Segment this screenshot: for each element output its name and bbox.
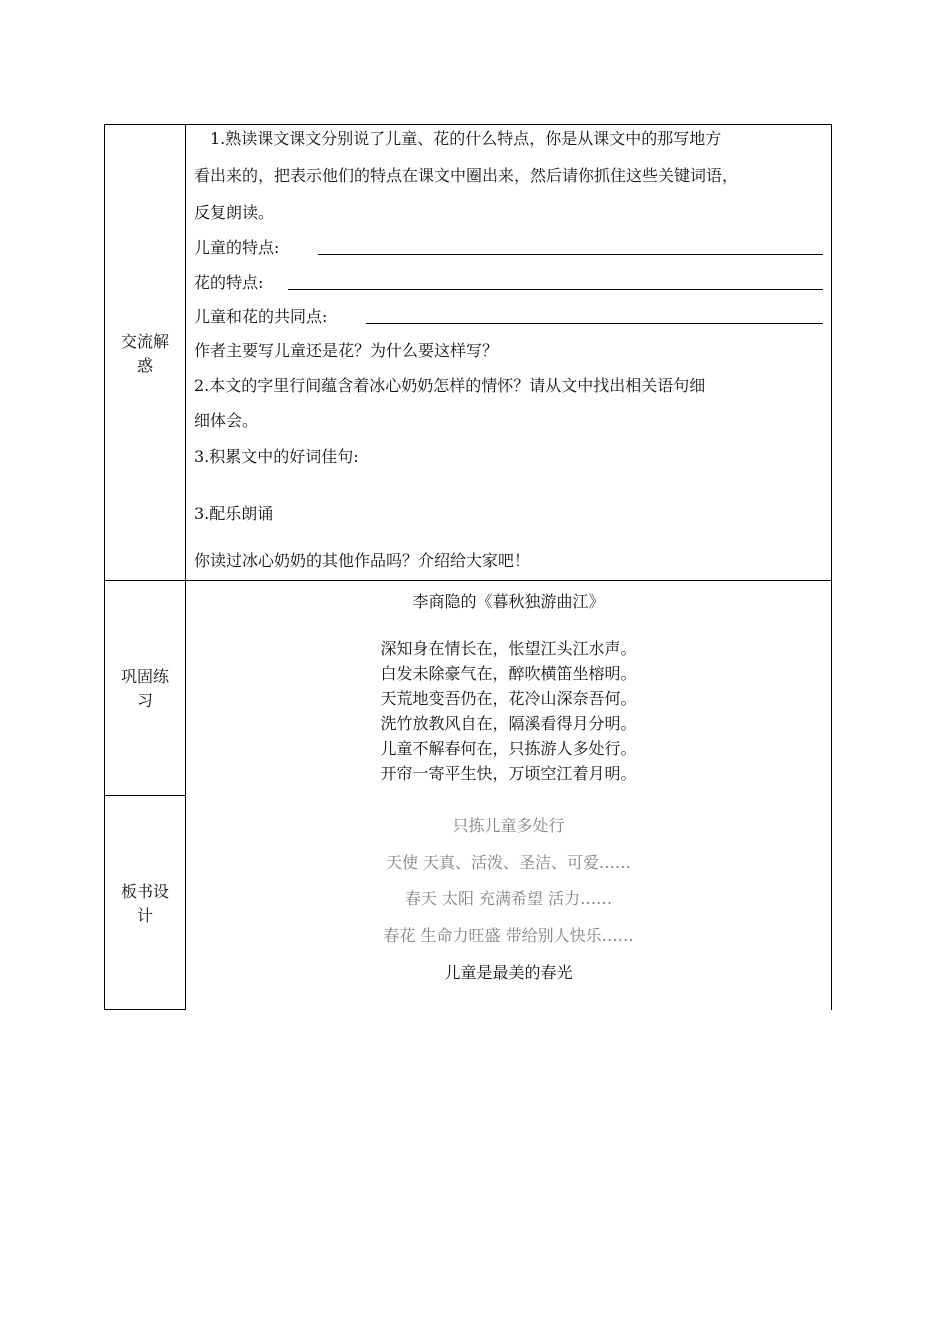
section-label-text: [121, 667, 169, 710]
section-label-practice: [105, 665, 185, 713]
table-bottom-border: [104, 1009, 185, 1010]
section-label-part: 板书设: [120, 882, 169, 901]
section-label-part: 巩固练: [120, 667, 169, 686]
section-label-exchange: [105, 330, 185, 378]
section-label-part: 惑: [136, 356, 153, 375]
label-column-divider: [185, 124, 186, 1010]
answer-line-common[interactable]: [366, 323, 823, 324]
poem-title: 李商隐的《暮秋独游曲江》: [412, 592, 605, 611]
board-line: 春天 太阳 充满希望 活力……: [404, 889, 613, 908]
field-label-common: 儿童和花的共同点:: [194, 307, 328, 326]
question-3: 3.积累文中的好词佳句:: [194, 447, 359, 466]
answer-line-flowers[interactable]: [288, 289, 823, 290]
board-line: 只拣儿童多处行: [452, 816, 565, 835]
question-1-line-3: 反复朗读。: [194, 203, 275, 222]
answer-line-children[interactable]: [318, 254, 823, 255]
question-1-line-1: 1.熟读课文课文分别说了儿童、花的什么特点，你是从课文中的那写地方: [210, 129, 722, 148]
section-label-part: 计: [136, 906, 153, 925]
section-label-board: [105, 880, 185, 928]
table-left-border: [104, 124, 105, 1010]
question-5: 你读过冰心奶奶的其他作品吗？介绍给大家吧！: [194, 551, 531, 570]
poem-line: 白发未除豪气在，醉吹横笛坐榕明。: [380, 664, 637, 683]
row-divider-1: [104, 580, 832, 581]
poem-line: 儿童不解春何在，只拣游人多处行。: [380, 739, 637, 758]
question-author: 作者主要写儿童还是花？为什么要这样写？: [194, 341, 499, 360]
poem-line: 开帘一寄平生快，万顷空江着月明。: [380, 764, 637, 783]
question-4: 3.配乐朗诵: [194, 504, 274, 523]
question-1-line-2: 看出来的，把表示他们的特点在课文中圈出来，然后请你抓住这些关键词语，: [194, 166, 739, 185]
poem-line: 天荒地变吾仍在，花冷山深奈吾何。: [380, 689, 637, 708]
board-line: 春花 生命力旺盛 带给别人快乐……: [383, 926, 634, 945]
poem-line: 洗竹放教风自在，隔溪看得月分明。: [380, 714, 637, 733]
poem-line: 深知身在情长在，怅望江头江水声。: [380, 639, 637, 658]
section-label-text: [121, 332, 169, 375]
board-line: 儿童是最美的春光: [444, 963, 573, 982]
question-2-line-2: 细体会。: [194, 411, 259, 430]
question-2-line-1: 2.本文的字里行间蕴含着冰心奶奶怎样的情怀？请从文中找出相关语句细: [194, 376, 706, 395]
field-label-children: 儿童的特点:: [194, 238, 280, 257]
section-label-part: 习: [136, 691, 153, 710]
field-label-flowers: 花的特点:: [194, 273, 264, 292]
section-label-part: 交流解: [120, 332, 169, 351]
table-top-border: [104, 124, 832, 125]
board-line: 天使 天真、活泼、圣洁、可爱……: [385, 853, 632, 872]
section-label-text: [121, 882, 169, 925]
table-right-border: [831, 124, 832, 1010]
row-divider-2: [104, 795, 185, 796]
